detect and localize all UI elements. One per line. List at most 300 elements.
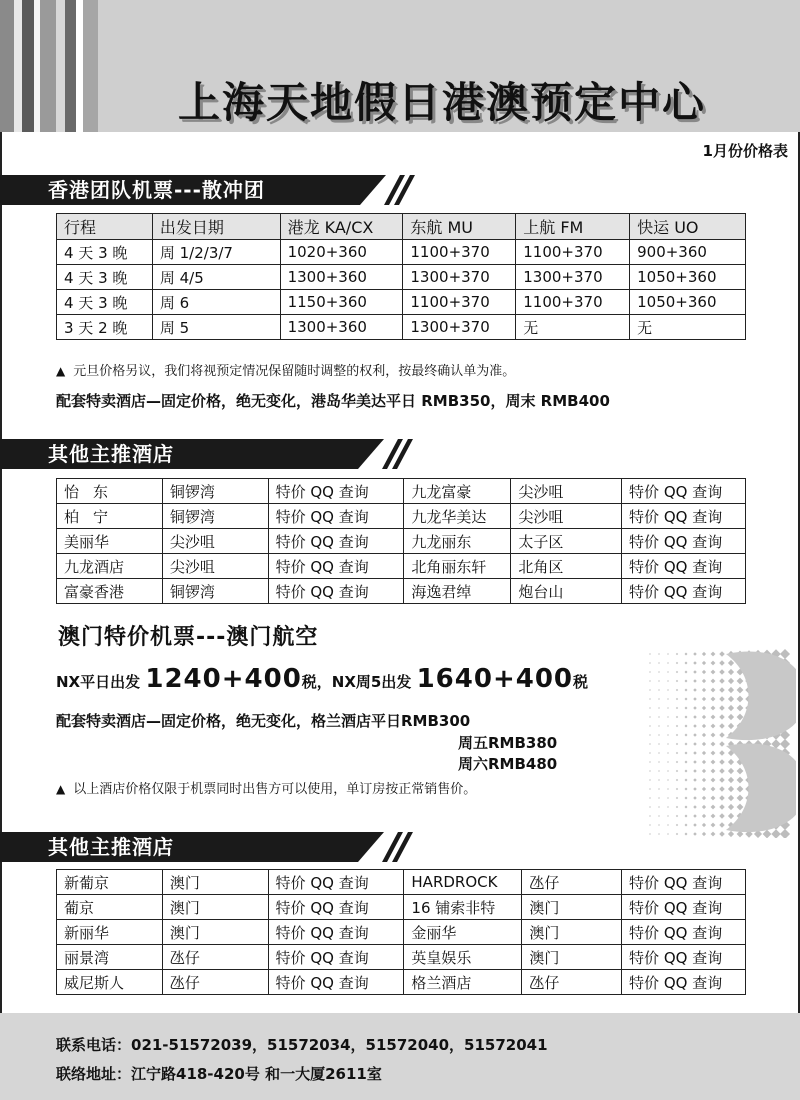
halftone-dot [711,760,716,765]
halftone-dot [702,778,706,782]
table-cell: 周 6 [152,290,280,315]
table-cell: 尖沙咀 [511,479,622,504]
halftone-dot [649,671,651,673]
macau-section-title: 澳门特价机票---澳门航空 [58,625,319,650]
halftone-dot [658,788,660,790]
halftone-dot [685,725,688,728]
fare-weekday-price: 1240+400 [145,664,302,694]
table-cell: 特价 QQ 查询 [622,554,746,579]
halftone-dot [693,715,697,719]
table-cell: 英皇娱乐 [404,945,522,970]
halftone-dot [711,814,716,819]
halftone-dot [780,739,790,749]
table-cell: 900+360 [630,240,746,265]
halftone-dot [667,770,669,772]
halftone-dot [728,705,734,711]
fare-mid-label: 税，NX周5出发 [301,673,412,691]
halftone-dot [649,698,651,700]
table-cell: 16 铺索非特 [404,895,522,920]
halftone-dot [676,734,678,736]
halftone-dot [649,716,651,718]
table-header-row [57,214,746,240]
halftone-dot [719,750,725,756]
halftone-dot [667,815,669,817]
halftone-dot [667,653,669,655]
table-row [57,240,746,265]
halftone-dot [676,653,678,655]
table-cell: 澳门 [162,920,268,945]
halftone-dot [667,725,669,727]
halftone-dot [649,743,651,745]
halftone-dot [658,797,660,799]
table-cell: 氹仔 [162,970,268,995]
banner-slash-decoration [390,832,405,862]
table-cell: 周 4/5 [152,265,280,290]
halftone-dot [702,751,706,755]
table-cell: 特价 QQ 查询 [622,529,746,554]
halftone-dot [719,831,725,837]
halftone-dot [658,689,660,691]
halftone-dot [702,796,706,800]
halftone-dot [711,769,716,774]
table-cell: 1300+360 [280,265,403,290]
halftone-dot [711,715,716,720]
page-title: 上海天地假日港澳预定中心 [177,78,706,127]
table-cell: 新丽华 [57,920,163,945]
table-cell: 九龙富豪 [404,479,511,504]
stripe [76,0,83,132]
column-header: 港龙 KA/CX [280,214,403,240]
hk-hotel-table [56,478,746,604]
halftone-dot [676,815,678,817]
halftone-dot [719,768,725,774]
halftone-dot [719,669,725,675]
halftone-dot [685,716,688,719]
halftone-dot [728,660,734,666]
halftone-dot [685,671,688,674]
halftone-dot [667,752,669,754]
table-cell: 特价 QQ 查询 [268,529,404,554]
fare-friday-price: 1640+400 [416,664,573,694]
table-cell: 澳门 [162,895,268,920]
halftone-dot [711,697,716,702]
table-cell: 1020+360 [280,240,403,265]
table-cell: 特价 QQ 查询 [622,479,746,504]
halftone-dot [737,714,744,721]
stripe [65,0,76,132]
table-cell: 九龙华美达 [404,504,511,529]
table-cell: 澳门 [522,920,622,945]
table-cell: 4 天 3 晚 [57,240,153,265]
halftone-dot [685,797,688,800]
table-cell: 特价 QQ 查询 [622,895,746,920]
halftone-dot [658,725,660,727]
halftone-dot [658,653,660,655]
halftone-dot [658,815,660,817]
halftone-dot [685,752,688,755]
halftone-dot [737,687,744,694]
table-cell: 1100+370 [403,240,516,265]
halftone-dot [702,733,706,737]
halftone-dot [693,742,697,746]
halftone-dot [719,723,725,729]
halftone-dot [667,680,669,682]
halftone-dot [685,680,688,683]
halftone-dot [667,824,669,826]
decorative-shape [726,744,796,833]
table-cell: 特价 QQ 查询 [268,579,404,604]
halftone-dot [728,777,734,783]
halftone-dot [728,795,734,801]
table-cell: 铜锣湾 [162,504,268,529]
halftone-dot [711,724,716,729]
halftone-dot [685,743,688,746]
halftone-dot [702,679,706,683]
halftone-dot [685,824,688,827]
halftone-dot [693,706,697,710]
halftone-dot [780,829,790,838]
macau-hotel-fixed-price: 配套特卖酒店—固定价格，绝无变化，格兰酒店平日RMB300 [56,712,471,730]
halftone-dot [737,768,744,775]
halftone-dot [649,707,651,709]
halftone-dot [658,779,660,781]
halftone-dot [737,705,744,712]
halftone-dot [667,779,669,781]
halftone-dot [658,707,660,709]
table-cell: 1300+360 [280,315,403,340]
table-cell: 特价 QQ 查询 [622,504,746,529]
table-row [57,870,746,895]
halftone-dot [693,697,697,701]
table-cell: 九龙酒店 [57,554,163,579]
halftone-dot [676,689,678,691]
halftone-dot [728,768,734,774]
halftone-dot [702,760,706,764]
table-cell: 特价 QQ 查询 [268,554,404,579]
halftone-dot [763,830,772,838]
halftone-dot [676,770,678,772]
table-cell: 4 天 3 晚 [57,290,153,315]
table-cell: 特价 QQ 查询 [268,870,404,895]
stripe [40,0,56,132]
table-cell: 特价 QQ 查询 [268,920,404,945]
halftone-dot [702,742,706,746]
halftone-dot [676,752,678,754]
halftone-dot [658,743,660,745]
halftone-dot [658,698,660,700]
halftone-dot [658,806,660,808]
halftone-dot [676,671,678,673]
halftone-dot [780,649,790,659]
halftone-dot [693,661,697,665]
halftone-dot [693,823,697,827]
table-cell: 葡京 [57,895,163,920]
macau-hotel-friday-price: 周五RMB380 [458,734,558,752]
halftone-dot [676,788,678,790]
halftone-dot [737,795,744,802]
halftone-dot [685,806,688,809]
halftone-dot [676,824,678,826]
halftone-dot [667,734,669,736]
halftone-dot [719,705,725,711]
halftone-dot [676,725,678,727]
table-row [57,579,746,604]
table-cell: 富豪香港 [57,579,163,604]
halftone-dot [649,806,651,808]
table-cell: 特价 QQ 查询 [622,870,746,895]
halftone-dot [711,832,716,837]
decorative-shape [726,652,796,741]
halftone-dot [658,662,660,664]
halftone-dot [667,743,669,745]
halftone-dot [702,832,706,836]
halftone-dot [719,822,725,828]
halftone-dot [676,680,678,682]
table-cell: 无 [516,315,630,340]
halftone-dot [719,804,725,810]
halftone-dot [711,733,716,738]
halftone-dot [728,696,734,702]
halftone-dot [667,707,669,709]
hk-note-text: 元旦价格另议，我们将视预定情况保留随时调整的权利，按最终确认单为准。 [73,364,516,379]
halftone-dot [693,805,697,809]
halftone-dot [649,689,651,691]
table-row [57,945,746,970]
fare-weekday-label: NX平日出发 [56,673,141,691]
table-row [57,479,746,504]
macau-fare-line [56,664,588,694]
halftone-dot [702,688,706,692]
halftone-dot [658,716,660,718]
table-cell: 周 1/2/3/7 [152,240,280,265]
macau-hotel-table [56,869,746,995]
halftone-dot [658,761,660,763]
halftone-dot [693,751,697,755]
halftone-dot [719,714,725,720]
triangle-bullet-icon: ▲ [56,782,66,796]
table-cell: 3 天 2 晚 [57,315,153,340]
table-cell: 4 天 3 晚 [57,265,153,290]
halftone-dot [711,751,716,756]
halftone-dot [719,678,725,684]
halftone-dot [685,779,688,782]
halftone-dot [711,823,716,828]
halftone-dot [685,788,688,791]
halftone-dot [685,689,688,692]
halftone-dot-decoration [646,648,796,838]
table-cell: 1100+370 [516,290,630,315]
halftone-dot [676,743,678,745]
table-cell: 北角区 [511,554,622,579]
stripe [56,0,65,132]
halftone-dot [702,661,706,665]
halftone-dot [702,652,706,656]
table-cell: 美丽华 [57,529,163,554]
table-cell: 尖沙咀 [162,554,268,579]
table-cell: 氹仔 [522,970,622,995]
table-cell: 1300+370 [403,265,516,290]
table-cell: 特价 QQ 查询 [268,945,404,970]
column-header: 行程 [57,214,153,240]
halftone-dot [667,788,669,790]
halftone-dot [667,689,669,691]
stripe [14,0,22,132]
halftone-dot [702,805,706,809]
table-cell: 九龙丽东 [404,529,511,554]
halftone-dot [693,688,697,692]
halftone-dot [658,734,660,736]
halftone-dot [719,660,725,666]
halftone-dot [649,824,651,826]
stripe [83,0,98,132]
halftone-dot [771,829,780,838]
halftone-dot [702,724,706,728]
table-row [57,504,746,529]
table-cell: 威尼斯人 [57,970,163,995]
halftone-dot [667,797,669,799]
halftone-dot [737,804,744,811]
table-cell: 1050+360 [630,265,746,290]
halftone-dot [685,662,688,665]
halftone-dot [676,698,678,700]
contact-footer [0,1013,800,1100]
halftone-dot [711,688,716,693]
halftone-dot [711,679,716,684]
section-banner-hk-hotels: 其他主推酒店 [0,439,358,469]
halftone-dot [649,752,651,754]
halftone-dot [685,770,688,773]
halftone-dot [711,787,716,792]
table-cell: 北角丽东轩 [404,554,511,579]
halftone-dot [702,697,706,701]
table-cell: 1300+370 [403,315,516,340]
halftone-dot [711,796,716,801]
column-header: 快运 UO [630,214,746,240]
macau-note-text: 以上酒店价格仅限于机票同时出售方可以使用，单订房按正常销售价。 [73,782,477,797]
halftone-dot [667,716,669,718]
table-row [57,290,746,315]
table-cell: 特价 QQ 查询 [622,945,746,970]
table-cell: 太子区 [511,529,622,554]
halftone-dot [728,831,734,837]
halftone-dot [719,687,725,693]
table-cell: 1100+370 [516,240,630,265]
banner-slash-decoration [390,439,405,469]
hk-hotel-fixed-price: 配套特卖酒店—固定价格，绝无变化，港岛华美达平日 RMB350，周末 RMB400 [56,392,610,410]
halftone-dot [702,814,706,818]
table-row [57,554,746,579]
halftone-dot [737,786,744,793]
table-cell: 氹仔 [162,945,268,970]
table-cell: 怡东 [57,479,163,504]
stripe [0,0,14,132]
table-cell: 海逸君绰 [404,579,511,604]
halftone-dot [728,678,734,684]
section-banner-hk-flights: 香港团队机票---散冲团 [0,175,360,205]
macau-price-note [56,778,476,797]
table-cell: 1300+370 [516,265,630,290]
halftone-dot [693,679,697,683]
halftone-dot [693,733,697,737]
halftone-dot [719,759,725,765]
halftone-dot [658,833,660,835]
halftone-dot [676,806,678,808]
halftone-dot [719,813,725,819]
fare-tax-label: 税 [573,673,589,691]
halftone-dot [693,724,697,728]
halftone-dot [728,669,734,675]
contact-address: 联络地址：江宁路418-420号 和一大厦2611室 [56,1065,382,1083]
halftone-dot [676,707,678,709]
table-row [57,920,746,945]
halftone-dot [649,734,651,736]
halftone-dot [658,671,660,673]
halftone-dot [728,714,734,720]
halftone-dot [685,734,688,737]
halftone-dot [711,661,716,666]
halftone-dot [702,787,706,791]
halftone-dot [719,777,725,783]
halftone-dot [649,815,651,817]
halftone-dot [693,670,697,674]
halftone-dot [737,777,744,784]
halftone-dot [676,662,678,664]
table-cell: 澳门 [162,870,268,895]
table-cell: HARDROCK [404,870,522,895]
table-cell: 特价 QQ 查询 [622,579,746,604]
month-label: 1月份价格表 [702,142,788,160]
table-cell: 澳门 [522,945,622,970]
table-cell: 新葡京 [57,870,163,895]
halftone-dot [702,769,706,773]
table-row [57,529,746,554]
halftone-dot [702,706,706,710]
halftone-dot [658,824,660,826]
halftone-dot [728,786,734,792]
column-header: 东航 MU [403,214,516,240]
table-cell: 尖沙咀 [511,504,622,529]
halftone-dot [719,696,725,702]
halftone-dot [719,786,725,792]
halftone-dot [719,651,725,657]
halftone-dot [667,662,669,664]
halftone-dot [693,778,697,782]
halftone-dot [719,741,725,747]
halftone-dot [649,797,651,799]
halftone-dot [649,770,651,772]
halftone-dot [649,788,651,790]
table-cell: 特价 QQ 查询 [622,970,746,995]
halftone-dot [711,805,716,810]
halftone-dot [667,698,669,700]
hk-flight-price-table [56,213,746,340]
table-cell: 柏宁 [57,504,163,529]
halftone-dot [702,823,706,827]
section-banner-macau-hotels: 其他主推酒店 [0,832,358,862]
table-row [57,265,746,290]
halftone-dot [685,707,688,710]
halftone-dot [667,833,669,835]
halftone-dot [702,715,706,719]
halftone-dot [737,696,744,703]
halftone-dot [658,770,660,772]
halftone-dot [676,779,678,781]
halftone-dot [711,670,716,675]
halftone-dot [658,680,660,682]
halftone-dot [685,653,688,656]
halftone-dot [676,833,678,835]
table-row [57,315,746,340]
